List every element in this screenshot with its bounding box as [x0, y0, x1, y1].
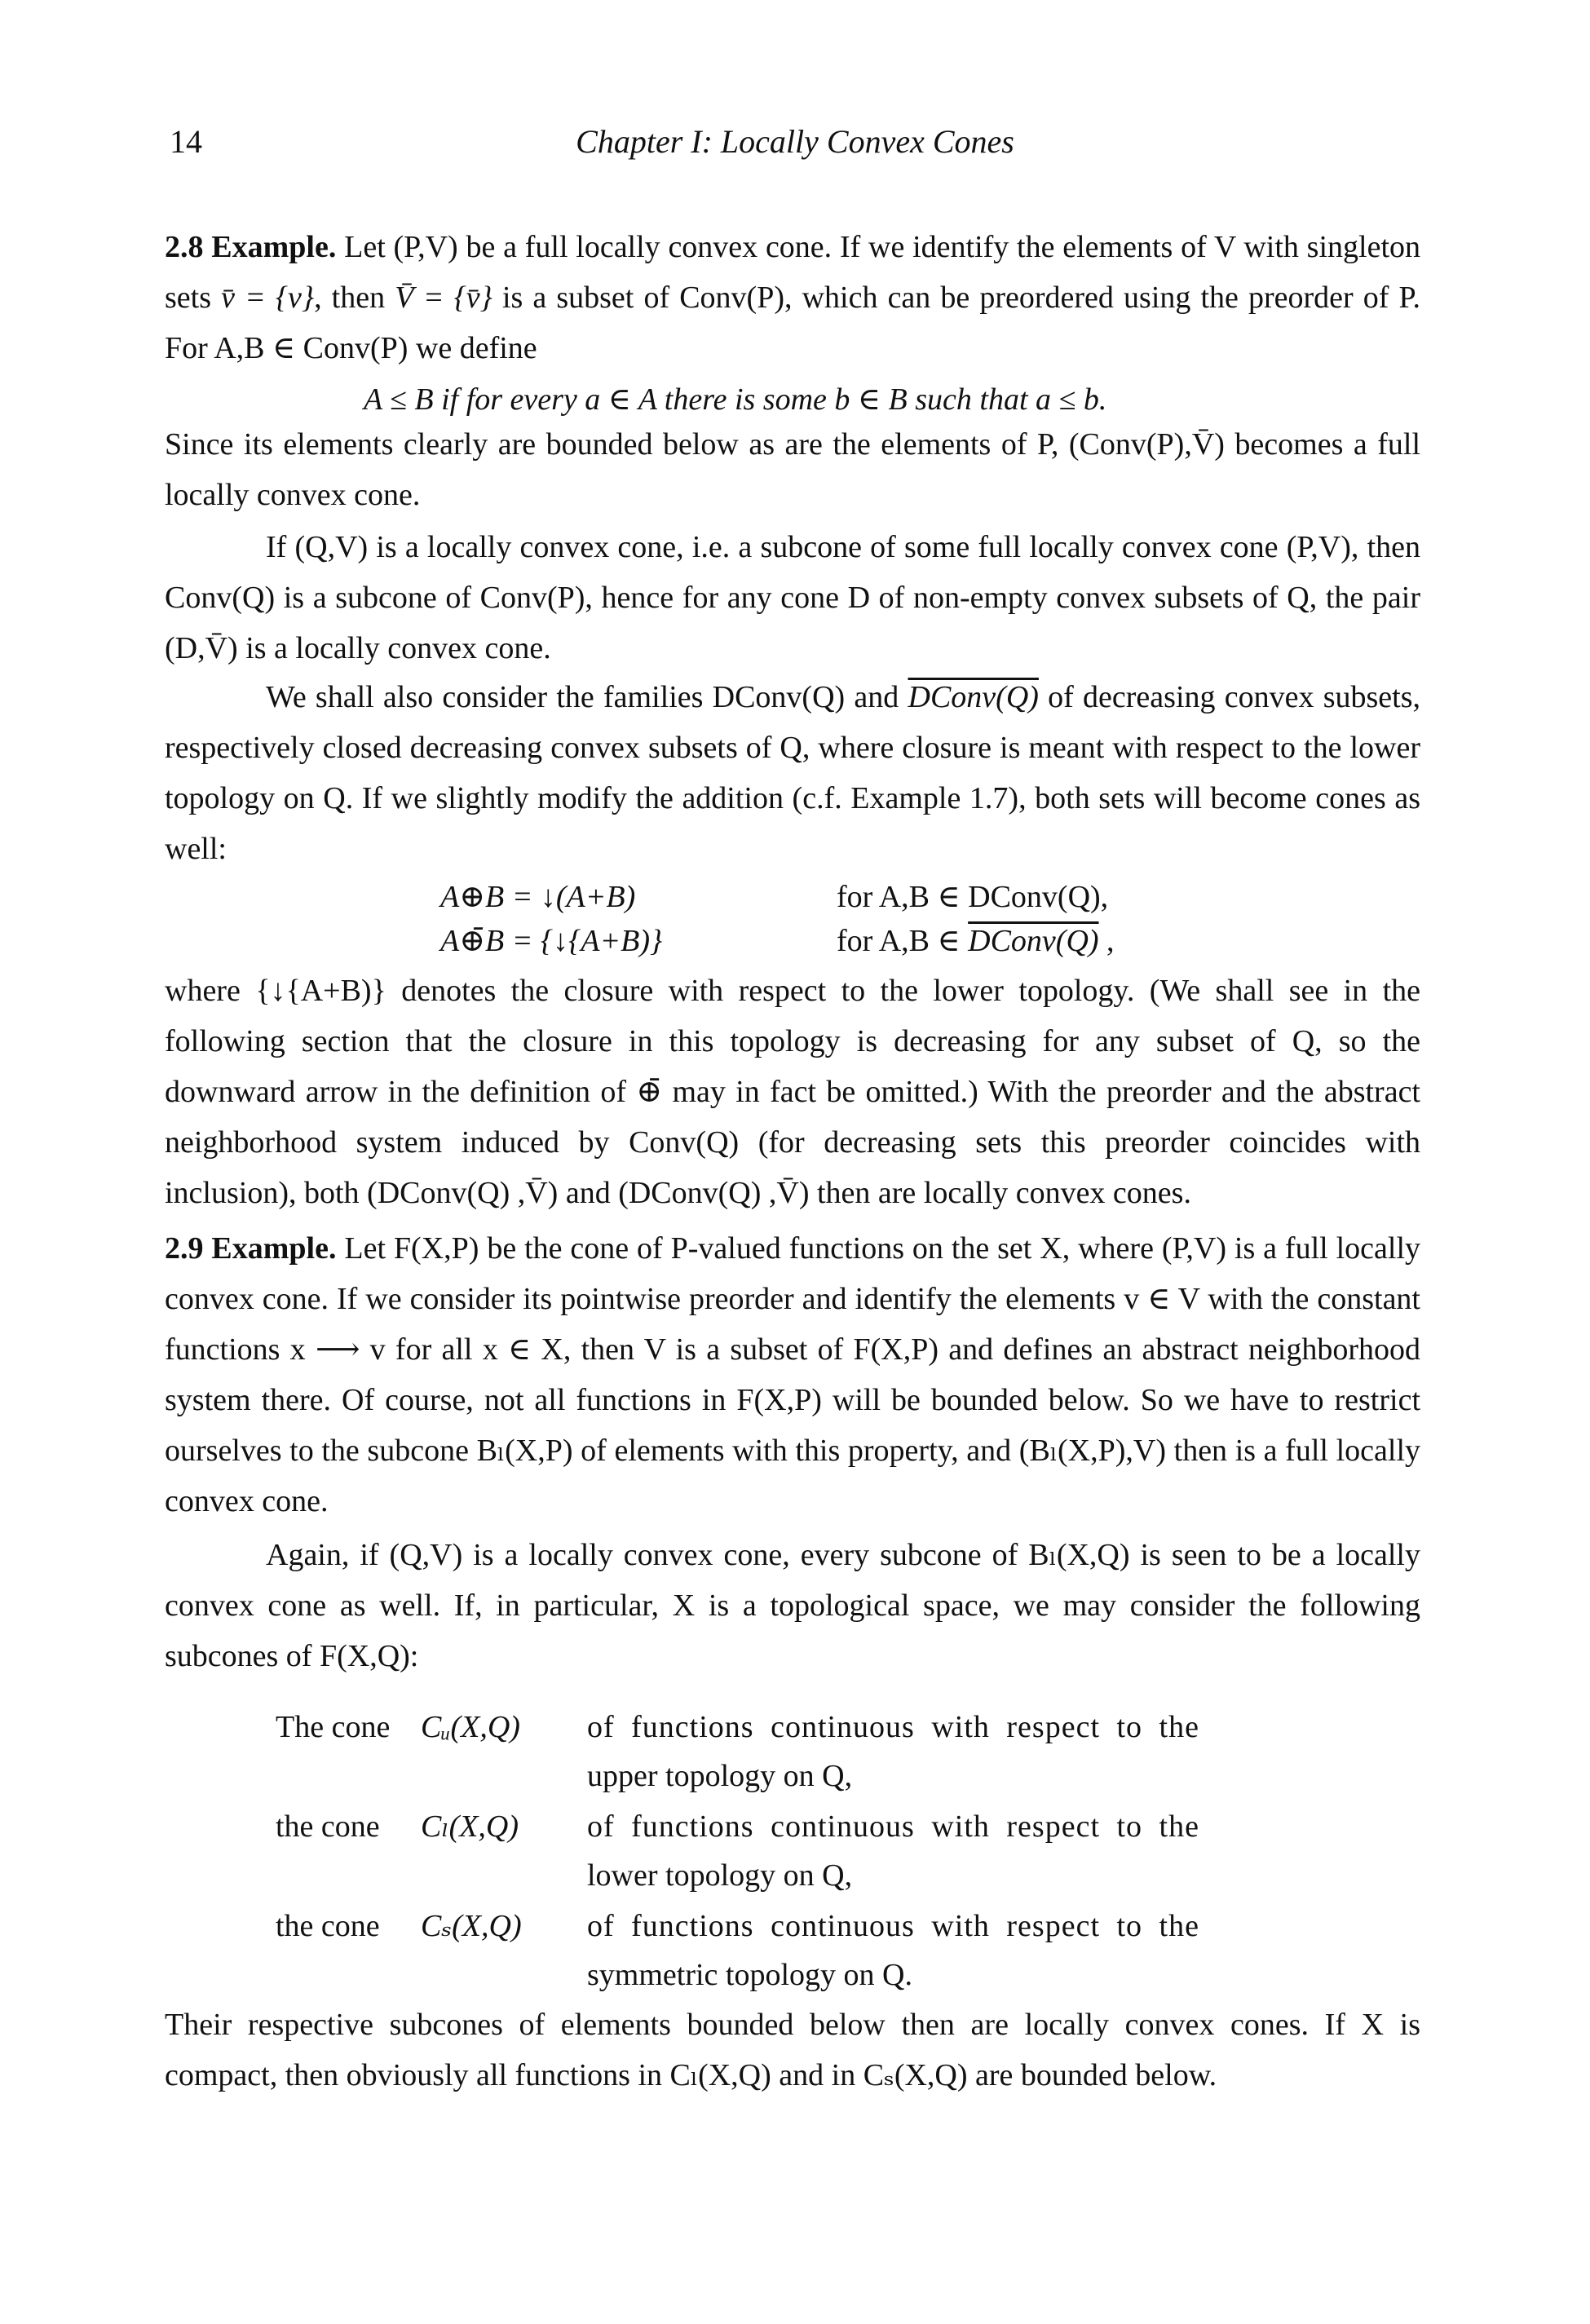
cone-label: the cone — [276, 1809, 380, 1844]
example-2-8-text-a: Let (P,V) be a full locally convex cone. If we identify the elements of V with singleton sets — [165, 230, 1420, 315]
neighborhood-set-definition: V̄ = {v̄} — [395, 281, 492, 315]
page-number: 14 — [170, 123, 202, 160]
example-2-8-paragraph-4 — [165, 672, 1420, 874]
cone-label: The cone — [276, 1710, 391, 1744]
example-2-8-paragraph-2: Since its elements clearly are bounded below as are the elements of P, (Conv(P),V̄) becomes a full locally convex cone. — [165, 427, 1420, 512]
cone-description-continued: upper topology on Q, — [587, 1759, 853, 1793]
equation-2-right-text-a: for A,B ∈ — [837, 924, 969, 958]
cone-label: the cone — [276, 1909, 380, 1943]
example-2-9-paragraph-3: Their respective subcones of elements bounded below then are locally convex cones. If X is compact, then obviously all functions in Cₗ(X,Q) and in Cₛ(X,Q) are bounded below. — [165, 2008, 1420, 2092]
example-2-8-heading: 2.8 Example. — [165, 230, 337, 264]
cone-description: of functions continuous with respect to the — [587, 1909, 1199, 1943]
example-2-8-paragraph-1 — [165, 222, 1420, 373]
addition-equation-2-left: A⊕̄B = {↓{A+B)} — [440, 924, 663, 958]
example-2-9-paragraph-2: Again, if (Q,V) is a locally convex cone, every subcone of Bₗ(X,Q) is seen to be a locally convex cone as well. If, in particular, X is a topological space, we may consider the following subcones of F(X,Q): — [165, 1538, 1420, 1673]
families-text-a: We shall also consider the families DConv(Q) and — [266, 680, 908, 714]
example-2-8-text-c: is a subset of Conv(P), which can be preordered using the preorder of P. For A,B ∈ Conv(P) we define — [165, 281, 1420, 365]
example-2-9-text: Let F(X,P) be the cone of P-valued functions on the set X, where (P,V) is a full locally convex cone. If we consider its pointwise preorder and identify the elements v ∈ V with the constant functions x ⟶ v for all x ∈ X, then V is a subset of F(X,P) and defines an abstract neighborhood system there. Of course, not all functions in F(X,P) will be bounded below. So we have to restrict ourselves to the subcone Bₗ(X,P) of elements with this property, and (Bₗ(X,P),V) then is a full locally convex cone. — [165, 1231, 1420, 1518]
example-2-9-paragraph-1 — [165, 1223, 1420, 1527]
addition-equation-1-left: A⊕B = ↓(A+B) — [440, 880, 636, 914]
equation-2-right-text-b: , — [1098, 924, 1115, 958]
addition-equation-2-right — [837, 918, 1115, 964]
cone-description: of functions continuous with respect to the — [587, 1710, 1199, 1744]
families-text-b: of decreasing convex subsets, respectively closed decreasing convex subsets of Q, where closure is meant with respect to the lower topology on Q. If we slightly modify the addition (c.f. Example 1.7), both sets will become cones as well: — [165, 680, 1420, 866]
cone-description: of functions continuous with respect to the — [587, 1809, 1199, 1844]
addition-equation-1-right: for A,B ∈ DConv(Q), — [837, 880, 1109, 914]
cone-description-continued: lower topology on Q, — [587, 1858, 853, 1893]
running-header: Chapter I: Locally Convex Cones — [576, 123, 1014, 160]
equation-2-closed-dconv: DConv(Q) — [968, 924, 1099, 958]
cone-symbol: Cₗ(X,Q) — [421, 1809, 519, 1844]
cone-description-continued: symmetric topology on Q. — [587, 1958, 912, 1992]
example-2-9-heading: 2.9 Example. — [165, 1231, 337, 1266]
preorder-definition: A ≤ B if for every a ∈ A there is some b ∈ B such that a ≤ b. — [364, 382, 1107, 417]
closed-dconv-symbol: DConv(Q) — [908, 680, 1039, 714]
example-2-8-text-b: , then — [314, 281, 395, 315]
example-2-8-paragraph-3: If (Q,V) is a locally convex cone, i.e. a subcone of some full locally convex cone (P,V), then Conv(Q) is a subcone of Conv(P), hence for any cone D of non-empty convex subsets of Q, the pair (D,V̄) is a locally convex cone. — [165, 530, 1420, 665]
cone-symbol: Cₛ(X,Q) — [421, 1909, 522, 1943]
example-2-8-paragraph-5: where {↓{A+B)} denotes the closure with respect to the lower topology. (We shall see in the following section that the closure in this topology is decreasing for any subset of Q, so the downward arrow in the definition of ⊕̄ may in fact be omitted.) With the preorder and the abstract neighborhood system induced by Conv(Q) (for decreasing sets this preorder coincides with inclusion), both (DConv(Q) ,V̄) and (DConv(Q) ,V̄) then are locally convex cones. — [165, 974, 1420, 1210]
cone-symbol: Cᵤ(X,Q) — [421, 1710, 520, 1744]
singleton-definition: v̄ = {v} — [221, 281, 315, 315]
